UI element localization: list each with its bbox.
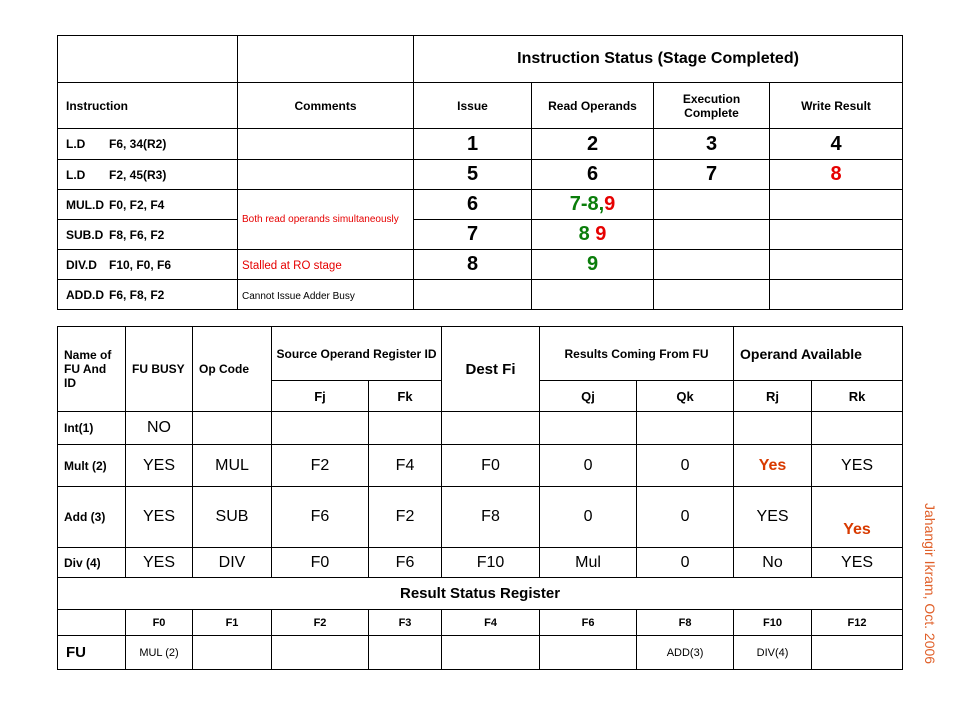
read-operands-cell	[532, 280, 654, 310]
table-row	[58, 129, 903, 160]
register-fu-value: MUL (2)	[126, 636, 193, 670]
fu-status-table	[57, 326, 903, 670]
execution-cell	[654, 220, 770, 250]
instruction-cell	[58, 160, 238, 190]
header-comments: Comments	[238, 83, 414, 129]
issue-cell: 1	[414, 129, 532, 160]
fu-qj: 0	[540, 487, 637, 548]
fu-fi: F8	[442, 487, 540, 548]
instruction-opcode: L.D	[66, 137, 86, 151]
fu-rj: Yes	[734, 445, 812, 487]
instruction-operands: F0, F2, F4	[109, 197, 165, 212]
header-execution-complete: Execution Complete	[654, 83, 770, 129]
fu-name: Add (3)	[58, 487, 126, 548]
table-row	[58, 280, 903, 310]
fu-rk	[812, 412, 903, 445]
header-read-operands: Read Operands	[532, 83, 654, 129]
execution-cell	[654, 250, 770, 280]
header-qk: Qk	[637, 381, 734, 412]
header-fj: Fj	[272, 381, 369, 412]
fu-name: Mult (2)	[58, 445, 126, 487]
register-fu-value	[193, 636, 272, 670]
instruction-cell	[58, 250, 238, 280]
table-row	[58, 190, 903, 220]
header-fu-name: Name of FU And ID	[58, 327, 126, 412]
header-fu-busy: FU BUSY	[126, 327, 193, 412]
fu-qj	[540, 412, 637, 445]
issue-cell: 7	[414, 220, 532, 250]
execution-cell: 3	[654, 129, 770, 160]
instruction-cell	[58, 280, 238, 310]
fu-busy: YES	[126, 487, 193, 548]
register-fu-value: DIV(4)	[734, 636, 812, 670]
header-source-operand: Source Operand Register ID	[272, 327, 442, 381]
read-operands-cell: 6	[532, 160, 654, 190]
fu-fi: F0	[442, 445, 540, 487]
fu-op: SUB	[193, 487, 272, 548]
register-fu-value	[540, 636, 637, 670]
instruction-cell	[58, 129, 238, 160]
fu-fk: F6	[369, 548, 442, 578]
fu-fi: F10	[442, 548, 540, 578]
write-result-cell: 4	[770, 129, 903, 160]
read-operands-red: 9	[604, 193, 616, 215]
execution-cell: 7	[654, 160, 770, 190]
write-result-cell	[770, 280, 903, 310]
instruction-cell	[58, 190, 238, 220]
fu-fk: F2	[369, 487, 442, 548]
corner-cell-2	[238, 36, 414, 83]
table-row	[58, 250, 903, 280]
read-operands-cell: 9	[532, 250, 654, 280]
fu-fj: F6	[272, 487, 369, 548]
fu-fj	[272, 412, 369, 445]
table-row	[58, 220, 903, 250]
instruction-operands: F2, 45(R3)	[109, 167, 167, 182]
header-op-code: Op Code	[193, 327, 272, 412]
read-operands-separator: ,	[598, 193, 605, 215]
fu-busy: YES	[126, 445, 193, 487]
fu-op: MUL	[193, 445, 272, 487]
fu-qj: Mul	[540, 548, 637, 578]
table-row	[58, 445, 903, 487]
instruction-cell	[58, 220, 238, 250]
issue-cell: 8	[414, 250, 532, 280]
register-fu-value	[812, 636, 903, 670]
table-row	[58, 548, 903, 578]
instruction-opcode: L.D	[66, 167, 86, 182]
fu-qj: 0	[540, 445, 637, 487]
fu-name: Div (4)	[58, 548, 126, 578]
read-operands-red: 9	[595, 223, 607, 245]
comment-both-read: Both read operands simultaneously	[242, 214, 399, 225]
fu-fj: F0	[272, 548, 369, 578]
write-result-cell	[770, 250, 903, 280]
comment-stalled: Stalled at RO stage	[242, 259, 342, 272]
comment-cell	[238, 160, 414, 190]
instruction-operands: F6, F8, F2	[109, 287, 165, 302]
read-operands-green: 8	[578, 223, 590, 245]
corner-cell-1	[58, 36, 238, 83]
register-name: F6	[540, 610, 637, 636]
fu-rk: YES	[812, 445, 903, 487]
fu-qk: 0	[637, 487, 734, 548]
fu-fi	[442, 412, 540, 445]
table-row	[58, 412, 903, 445]
header-operand-available: Operand Available	[734, 327, 903, 381]
register-name: F8	[637, 610, 734, 636]
fu-rj: YES	[734, 487, 812, 548]
fu-qk: 0	[637, 548, 734, 578]
fu-fk	[369, 412, 442, 445]
register-name: F2	[272, 610, 369, 636]
fu-qk: 0	[637, 445, 734, 487]
comment-cell	[238, 129, 414, 160]
register-fu-value: ADD(3)	[637, 636, 734, 670]
comment-cell-stalled	[238, 250, 414, 280]
register-fu-value	[369, 636, 442, 670]
header-write-result: Write Result	[770, 83, 903, 129]
fu-busy: NO	[126, 412, 193, 445]
comment-cell-both-read	[238, 190, 414, 250]
instruction-opcode: MUL.D	[66, 197, 104, 212]
fu-qk	[637, 412, 734, 445]
header-instruction: Instruction	[58, 83, 238, 129]
instruction-opcode: ADD.D	[66, 287, 104, 302]
register-fu-value	[272, 636, 369, 670]
register-name: F3	[369, 610, 442, 636]
read-operands-cell	[532, 220, 654, 250]
header-qj: Qj	[540, 381, 637, 412]
author-credit: Jahangir Ikram, Oct. 2006	[922, 503, 938, 665]
fu-op: DIV	[193, 548, 272, 578]
instruction-opcode: SUB.D	[66, 227, 104, 242]
instruction-operands: F8, F6, F2	[109, 227, 165, 242]
instruction-operands: F6, 34(R2)	[109, 137, 167, 151]
write-result-cell: 8	[770, 160, 903, 190]
register-fu-value	[442, 636, 540, 670]
read-operands-cell: 2	[532, 129, 654, 160]
header-rk: Rk	[812, 381, 903, 412]
write-result-cell	[770, 220, 903, 250]
fu-rk: YES	[812, 548, 903, 578]
issue-cell: 5	[414, 160, 532, 190]
read-operands-cell	[532, 190, 654, 220]
issue-cell: 6	[414, 190, 532, 220]
fu-fj: F2	[272, 445, 369, 487]
header-rj: Rj	[734, 381, 812, 412]
header-dest-fi: Dest Fi	[442, 327, 540, 412]
header-issue: Issue	[414, 83, 532, 129]
instruction-opcode: DIV.D	[66, 257, 97, 272]
instruction-status-table	[57, 35, 903, 310]
result-status-title: Result Status Register	[58, 578, 903, 610]
comment-cannot-issue: Cannot Issue Adder Busy	[242, 290, 355, 302]
header-fk: Fk	[369, 381, 442, 412]
register-name: F0	[126, 610, 193, 636]
fu-name: Int(1)	[58, 412, 126, 445]
register-corner	[58, 610, 126, 636]
register-name: F4	[442, 610, 540, 636]
fu-rk: Yes	[812, 487, 903, 548]
header-results-from-fu: Results Coming From FU	[540, 327, 734, 381]
register-name: F10	[734, 610, 812, 636]
table-row	[58, 160, 903, 190]
register-name: F1	[193, 610, 272, 636]
execution-cell	[654, 280, 770, 310]
read-operands-green: 7-8	[569, 193, 599, 215]
instruction-operands: F10, F0, F6	[109, 257, 172, 272]
fu-fk: F4	[369, 445, 442, 487]
issue-cell	[414, 280, 532, 310]
fu-rj	[734, 412, 812, 445]
execution-cell	[654, 190, 770, 220]
instruction-status-title: Instruction Status (Stage Completed)	[414, 36, 903, 83]
fu-rj: No	[734, 548, 812, 578]
fu-busy: YES	[126, 548, 193, 578]
table-row	[58, 487, 903, 548]
fu-op	[193, 412, 272, 445]
fu-row-label: FU	[58, 636, 126, 670]
write-result-cell	[770, 190, 903, 220]
register-name: F12	[812, 610, 903, 636]
comment-cell-cannot-issue	[238, 280, 414, 310]
